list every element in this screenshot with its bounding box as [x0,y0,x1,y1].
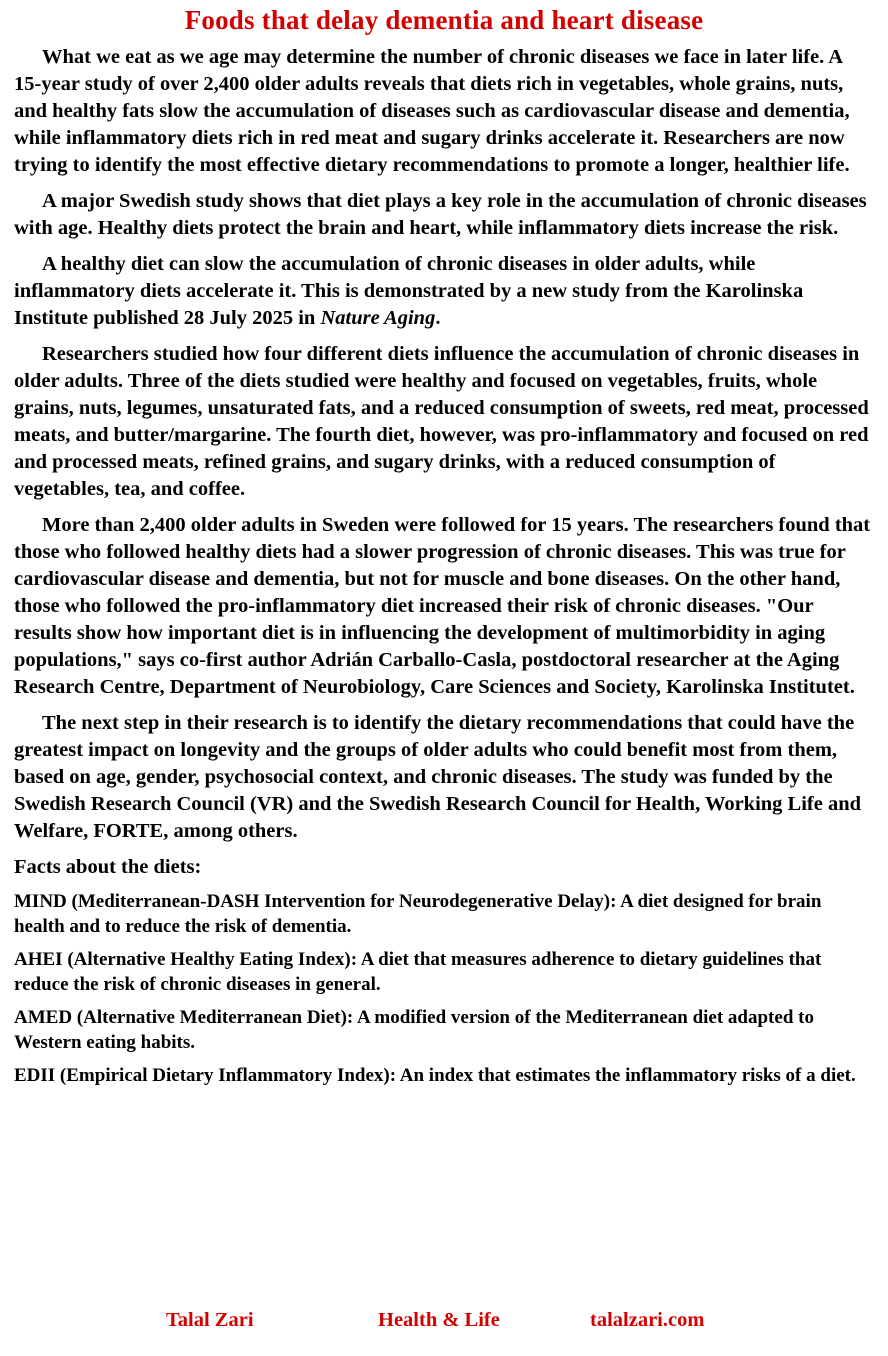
facts-heading: Facts about the diets: [14,856,202,878]
journal-name: Nature Aging [320,307,436,329]
fact-mind: MIND (Mediterranean-DASH Intervention for Neurodegenerative Delay): A diet designed for brain health and to reduce the risk of dementia. [14,891,822,937]
page-title: Foods that delay dementia and heart disease [184,5,704,35]
paragraph-findings: More than 2,400 older adults in Sweden were followed for 15 years. The researchers found that those who followed healthy diets had a slower progression of chronic diseases. This was true for cardiovascular disease and dementia, but not for muscle and bone diseases. On the other hand, those who followed the pro-inflammatory diet increased their risk of chronic diseases. "Our results show how important diet is in influencing the development of multimorbidity in aging populations," says co-first author Adrián Carballo-Casla, postdoctoral researcher at the Aging Research Centre, Department of Neurobiology, Care Sciences and Society, Karolinska Institutet. [14,514,871,698]
fact-ahei: AHEI (Alternative Healthy Eating Index): A diet that measures adherence to dietary guidelines that reduce the risk of chronic diseases in general. [14,949,822,995]
publication-end: . [435,307,441,329]
footer-site-link[interactable]: talalzari.com [590,1309,705,1331]
paragraph-intro: What we eat as we age may determine the number of chronic diseases we face in later life. A 15-year study of over 2,400 older adults reveals that diets rich in vegetables, whole grains, nuts, and healthy fats slow the accumulation of diseases such as cardiovascular disease and dementia, while inflammatory diets rich in red meat and sugary drinks accelerate it. Researchers are now trying to identify the most effective dietary recommendations to promote a longer, healthier life. [14,46,850,176]
footer-topic: Health & Life [378,1309,500,1331]
fact-amed: AMED (Alternative Mediterranean Diet): A modified version of the Mediterranean diet adapted to Western eating habits. [14,1007,814,1053]
fact-edii: EDII (Empirical Dietary Inflammatory Index): An index that estimates the inflammatory risks of a diet. [14,1065,856,1086]
paragraph-diets-studied: Researchers studied how four different diets influence the accumulation of chronic diseases in older adults. Three of the diets studied were healthy and focused on vegetables, fruits, whole grains, nuts, legumes, unsaturated fats, and a reduced consumption of sweets, red meat, processed meats, and butter/margarine. The fourth diet, however, was pro-inflammatory and focused on red and processed meats, refined grains, and sugary drinks, with a reduced consumption of vegetables, tea, and coffee. [14,343,869,500]
paragraph-summary: A major Swedish study shows that diet plays a key role in the accumulation of chronic diseases with age. Healthy diets protect the brain and heart, while inflammatory diets increase the risk. [14,190,867,239]
footer-author: Talal Zari [166,1309,254,1331]
paragraph-publication [14,251,874,332]
publication-text: A healthy diet can slow the accumulation of chronic diseases in older adults, while inflammatory diets accelerate it. This is demonstrated by a new study from the Karolinska Institute published 28 July 2025 in [14,253,804,329]
footer [0,1309,888,1339]
paragraph-next-steps: The next step in their research is to identify the dietary recommendations that could have the greatest impact on longevity and the groups of older adults who could benefit most from them, based on age, gender, psychosocial context, and chronic diseases. The study was funded by the Swedish Research Council (VR) and the Swedish Research Council for Health, Working Life and Welfare, FORTE, among others. [14,712,862,842]
article-page [0,2,888,1356]
